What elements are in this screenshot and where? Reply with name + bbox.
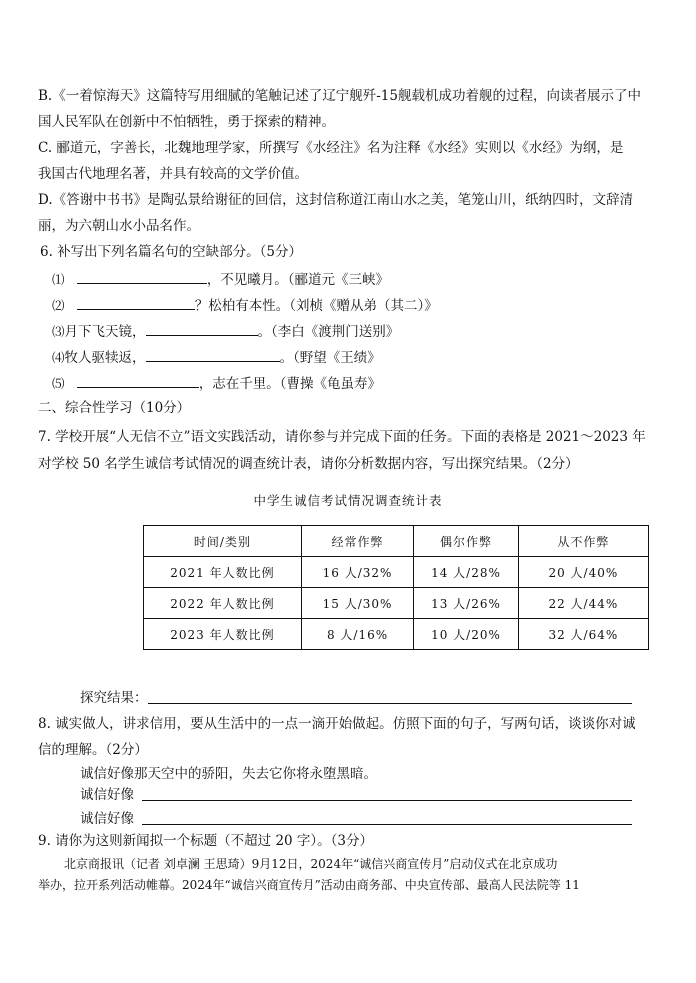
table-header-cell: 偶尔作弊	[414, 526, 518, 557]
table-row	[144, 557, 649, 588]
q6-item	[52, 347, 381, 367]
q6-item-number: ⑷	[52, 350, 65, 365]
q7-line2: 对学校 50 名学生诚信考试情况的调查统计表，请你分析数据内容，写出探究结果。（2分）	[38, 456, 579, 472]
q6-blank[interactable]	[77, 295, 195, 310]
q6-item-number: ⑸	[52, 376, 65, 391]
table-header-cell: 经常作弊	[301, 526, 413, 557]
q6-item	[52, 373, 381, 393]
option-d-line2: 丽，为六朝山水小品名作。	[38, 218, 200, 234]
table-cell: 13 人/26%	[414, 588, 518, 619]
q8-example: 诚信好像那天空中的骄阳，失去它你将永堕黑暗。	[80, 766, 377, 782]
survey-table	[143, 525, 649, 650]
q6-item	[52, 269, 389, 289]
q8-prompt-2: 诚信好像	[80, 811, 134, 827]
option-b-line2: 国人民军队在创新中不怕牺牲，勇于探索的精神。	[38, 114, 335, 130]
table-row	[144, 588, 649, 619]
table-row	[144, 619, 649, 650]
q6-blank[interactable]	[77, 269, 207, 284]
q6-item	[52, 321, 399, 341]
q6-title: 6. 补写出下列名篇名句的空缺部分。（5分）	[40, 244, 303, 260]
table-cell: 2023 年人数比例	[144, 619, 302, 650]
q8-line2: 信的理解。（2分）	[38, 742, 148, 758]
news-line1: 北京商报讯（记者 刘卓澜 王思琦）9月12日，2024年“诚信兴商宣传月”启动仪式在北京成功	[64, 857, 558, 871]
q6-item-number: ⑴	[52, 272, 65, 287]
table-title: 中学生诚信考试情况调查统计表	[253, 493, 443, 508]
q6-item-text: ，不见曦月。（郦道元《三峡》	[206, 272, 390, 288]
table-cell: 20 人/40%	[518, 557, 648, 588]
q6-item-prefix: 月下飞天镜，	[64, 324, 146, 340]
news-line2: 举办，拉开系列活动帷幕。2024年“诚信兴商宣传月”活动由商务部、中央宣传部、最高人民法院等 11	[38, 878, 580, 892]
q6-item-number: ⑵	[52, 298, 65, 313]
table-cell: 22 人/44%	[518, 588, 648, 619]
q6-item-text: 。（野望《王绩》	[279, 350, 381, 366]
table-cell: 2022 年人数比例	[144, 588, 302, 619]
table-header-cell: 时间/类别	[144, 526, 302, 557]
option-b-line1: B.《一着惊海天》这篇特写用细腻的笔触记述了辽宁舰歼-15舰载机成功着舰的过程，向读者展示了中	[38, 88, 641, 104]
table-cell: 15 人/30%	[301, 588, 413, 619]
q8-line1: 8. 诚实做人，讲求信用，要从生活中的一点一滴开始做起。仿照下面的句子，写两句话，谈谈你对诚	[38, 716, 636, 732]
q6-item-number: ⑶	[52, 324, 65, 339]
q6-item-text: 。（李白《渡荆门送别》	[257, 324, 400, 340]
table-cell: 10 人/20%	[414, 619, 518, 650]
q6-item-prefix: 牧人驱犊返，	[64, 350, 146, 366]
table-cell: 16 人/32%	[301, 557, 413, 588]
table-cell: 8 人/16%	[301, 619, 413, 650]
section-heading: 二、综合性学习（10分）	[38, 400, 191, 416]
q7-answer-line[interactable]	[148, 703, 632, 704]
q6-blank[interactable]	[146, 321, 258, 336]
q8-prompt-1: 诚信好像	[80, 787, 134, 803]
table-header-row	[144, 526, 649, 557]
q8-answer-line[interactable]	[142, 824, 632, 825]
table-header-cell: 从不作弊	[518, 526, 648, 557]
q7-line1: 7. 学校开展“人无信不立”语文实践活动，请你参与并完成下面的任务。下面的表格是 2021～2023 年	[38, 429, 646, 445]
option-c-line2: 我国古代地理名著，并具有较高的文学价值。	[38, 166, 308, 182]
q6-blank[interactable]	[146, 347, 280, 362]
q8-answer-line[interactable]	[142, 800, 632, 801]
table-cell: 32 人/64%	[518, 619, 648, 650]
table-cell: 14 人/28%	[414, 557, 518, 588]
option-c-line1: C. 郦道元，字善长，北魏地理学家，所撰写《水经注》名为注释《水经》实则以《水经》为纲，是	[38, 140, 624, 156]
q6-item-text: ，志在千里。（曹操《龟虽寿》	[198, 376, 382, 392]
table-cell: 2021 年人数比例	[144, 557, 302, 588]
q9-title: 9. 请你为这则新闻拟一个标题（不超过 20 字）。（3分）	[38, 833, 374, 849]
q6-item	[52, 295, 438, 315]
q6-blank[interactable]	[77, 373, 199, 388]
option-d-line1: D.《答谢中书书》是陶弘景给谢征的回信，这封信称道江南山水之美，笔笼山川，纸纳四时，文辞清	[38, 192, 634, 208]
q6-item-text: ？松柏有本性。（刘桢《赠从弟（其二）》	[194, 298, 438, 314]
q7-result-label: 探究结果：	[80, 690, 148, 706]
